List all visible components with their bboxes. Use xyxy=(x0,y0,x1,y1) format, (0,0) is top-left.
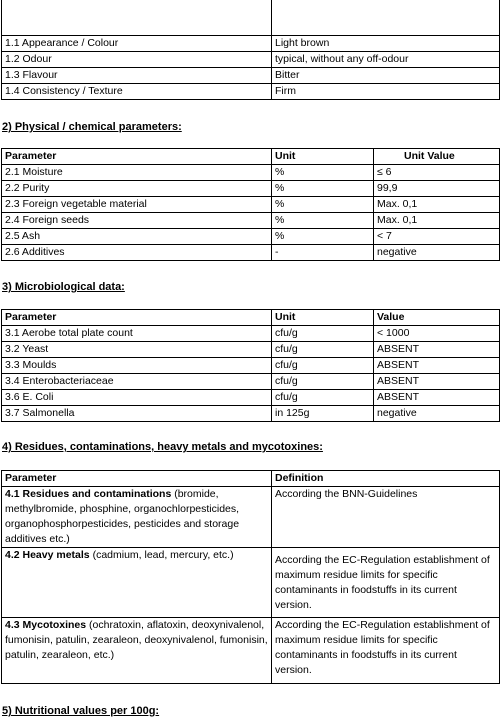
table-cell: 3.4 Enterobacteriaceae xyxy=(2,374,272,390)
table-cell: 3.1 Aerobe total plate count xyxy=(2,326,272,342)
table-cell xyxy=(2,0,272,35)
table-header-row xyxy=(2,471,500,487)
column-header: Unit Value xyxy=(374,149,500,165)
table-cell: < 7 xyxy=(374,229,500,245)
table-row xyxy=(2,67,500,83)
table-cell: 2.4 Foreign seeds xyxy=(2,213,272,229)
table-cell: cfu/g xyxy=(272,358,374,374)
physical-chemical-table xyxy=(1,148,500,261)
parameter-detail: (ochratoxin, aflatoxin, deoxynivalenol, fumonisin, patulin, zearaleon, deoxynivalenol, fumonisin, patulin, zearaleon, etc.) xyxy=(5,619,268,661)
table-cell: % xyxy=(272,165,374,181)
table-row xyxy=(2,165,500,181)
table-row xyxy=(2,342,500,358)
table-row xyxy=(2,326,500,342)
table-cell xyxy=(2,487,272,548)
section-4-heading: 4) Residues, contaminations, heavy metals and mycotoxines: xyxy=(2,441,323,453)
table-cell: typical, without any off-odour xyxy=(272,51,500,67)
parameter-detail: (bromide, methylbromide, phosphine, organochlorpesticides, organophosphorpesticides, pesticides and storage additives etc.) xyxy=(5,488,240,545)
table-cell: 2.5 Ash xyxy=(2,229,272,245)
table-header-row xyxy=(2,149,500,165)
parameter-name: 4.1 Residues and contaminations xyxy=(5,488,172,500)
table-cell: in 125g xyxy=(272,406,374,422)
column-header: Unit xyxy=(272,149,374,165)
table-cell: cfu/g xyxy=(272,326,374,342)
table-cell: cfu/g xyxy=(272,390,374,406)
table-cell: Max. 0,1 xyxy=(374,213,500,229)
table-cell: % xyxy=(272,229,374,245)
table-cell: ABSENT xyxy=(374,390,500,406)
column-header: Parameter xyxy=(2,471,272,487)
section-3-heading: 3) Microbiological data: xyxy=(2,281,125,293)
table-cell: 2.3 Foreign vegetable material xyxy=(2,197,272,213)
table-cell: % xyxy=(272,197,374,213)
table-cell: Light brown xyxy=(272,35,500,51)
parameter-detail: (cadmium, lead, mercury, etc.) xyxy=(89,549,234,561)
table-row xyxy=(2,0,500,35)
table-row xyxy=(2,487,500,548)
table-cell: cfu/g xyxy=(272,342,374,358)
table-cell: 1.2 Odour xyxy=(2,51,272,67)
table-row xyxy=(2,548,500,618)
table-cell: negative xyxy=(374,245,500,261)
column-header: Value xyxy=(374,310,500,326)
table-cell: 99,9 xyxy=(374,181,500,197)
table-row xyxy=(2,618,500,684)
table-row xyxy=(2,374,500,390)
table-cell: 3.2 Yeast xyxy=(2,342,272,358)
table-cell: 3.7 Salmonella xyxy=(2,406,272,422)
microbiological-table xyxy=(1,309,500,422)
section-2-heading: 2) Physical / chemical parameters: xyxy=(2,121,182,133)
table-cell: According the BNN-Guidelines xyxy=(272,487,500,548)
table-cell: 2.1 Moisture xyxy=(2,165,272,181)
table-row xyxy=(2,181,500,197)
column-header: Parameter xyxy=(2,149,272,165)
table-cell: ABSENT xyxy=(374,358,500,374)
table-cell: 3.3 Moulds xyxy=(2,358,272,374)
table-cell: cfu/g xyxy=(272,374,374,390)
table-cell: negative xyxy=(374,406,500,422)
table-cell: Firm xyxy=(272,83,500,99)
parameter-name: 4.2 Heavy metals xyxy=(5,549,90,561)
table-cell: 2.2 Purity xyxy=(2,181,272,197)
table-row xyxy=(2,245,500,261)
table-cell: ≤ 6 xyxy=(374,165,500,181)
table-row xyxy=(2,358,500,374)
table-cell xyxy=(2,618,272,684)
table-cell: 1.4 Consistency / Texture xyxy=(2,83,272,99)
section-5-heading: 5) Nutritional values per 100g: xyxy=(2,705,160,717)
column-header: Parameter xyxy=(2,310,272,326)
table-row xyxy=(2,229,500,245)
table-row xyxy=(2,406,500,422)
table-cell: 1.3 Flavour xyxy=(2,67,272,83)
table-row xyxy=(2,197,500,213)
column-header: Definition xyxy=(272,471,500,487)
table-cell: % xyxy=(272,213,374,229)
table-cell: 3.6 E. Coli xyxy=(2,390,272,406)
table-row xyxy=(2,390,500,406)
table-row xyxy=(2,51,500,67)
sensory-table xyxy=(1,0,500,100)
table-row xyxy=(2,83,500,99)
table-cell: 2.6 Additives xyxy=(2,245,272,261)
table-cell xyxy=(2,548,272,618)
column-header: Unit xyxy=(272,310,374,326)
table-cell: - xyxy=(272,245,374,261)
table-cell: % xyxy=(272,181,374,197)
table-cell: Bitter xyxy=(272,67,500,83)
table-cell: Max. 0,1 xyxy=(374,197,500,213)
residues-table xyxy=(1,470,500,684)
table-cell: < 1000 xyxy=(374,326,500,342)
table-cell: According the EC-Regulation establishment of maximum residue limits for specific contaminants in foodstuffs in its current version. xyxy=(272,618,500,684)
table-cell: ABSENT xyxy=(374,342,500,358)
table-cell: According the EC-Regulation establishment of maximum residue limits for specific contaminants in foodstuffs in its current version. xyxy=(272,548,500,618)
parameter-name: 4.3 Mycotoxines xyxy=(5,619,87,631)
table-cell: 1.1 Appearance / Colour xyxy=(2,35,272,51)
table-header-row xyxy=(2,310,500,326)
table-cell: ABSENT xyxy=(374,374,500,390)
table-row xyxy=(2,213,500,229)
table-cell xyxy=(272,0,500,35)
table-row xyxy=(2,35,500,51)
